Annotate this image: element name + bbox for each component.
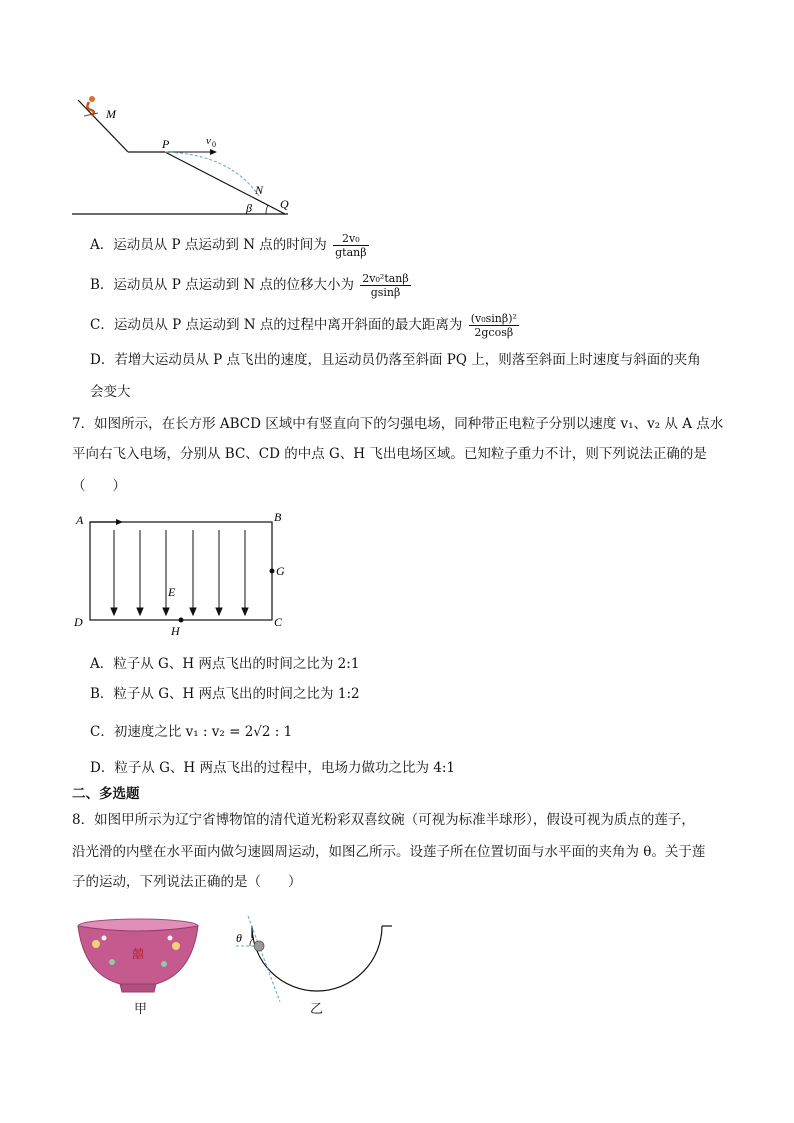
q6-option-a: A．运动员从 P 点运动到 N 点的时间为 $\frac{\text{2v₀}}{gtan\beta}$ <box>90 232 367 259</box>
q6-c-fraction: $\frac{\text{(v₀sinβ)²}}{2gcos\beta}$ <box>470 312 517 339</box>
point-G <box>270 569 275 574</box>
field-lines <box>111 530 248 615</box>
q7-stem-line2: 平向右飞入电场，分别从 BC、CD 的中点 G、H 飞出电场区域。已知粒子重力不计，则下列说法正确的是 <box>72 446 707 462</box>
label-A: A <box>76 513 84 527</box>
label-C: C <box>274 615 283 629</box>
label-N: N <box>255 183 264 197</box>
q6-option-d-line1: D．若增大运动员从 P 点飞出的速度，且运动员仍落至斜面 PQ 上，则落至斜面上时速度与斜面的夹角 <box>90 352 701 368</box>
label-beta: β <box>246 201 252 215</box>
velocity-arrowhead <box>210 149 217 155</box>
bowl-foot <box>120 984 156 992</box>
electric-field-figure <box>70 508 300 640</box>
q7-option-b: B．粒子从 G、H 两点飞出的时间之比为 1:2 <box>90 686 360 702</box>
label-Q: Q <box>280 197 289 211</box>
caption-jia: 甲 <box>134 1002 148 1017</box>
entry-arrowhead <box>116 519 123 525</box>
label-P: P <box>162 137 170 151</box>
ski-slope-figure <box>70 92 300 222</box>
hemisphere-arc <box>252 926 382 991</box>
beta-arc <box>266 205 268 214</box>
caption-yi: 乙 <box>310 1002 324 1017</box>
lotus-seed <box>254 941 264 951</box>
q7-option-a: A．粒子从 G、H 两点飞出的时间之比为 2:1 <box>90 656 360 672</box>
trajectory-dashed <box>165 152 259 196</box>
label-H: H <box>171 624 180 638</box>
double-happiness-mark: 囍 <box>132 947 145 961</box>
bowl-cross-section-figure <box>230 914 400 1004</box>
bowl-photo-figure <box>76 916 200 998</box>
label-B: B <box>274 510 282 524</box>
incline-PQ <box>165 152 285 214</box>
q6-a-fraction: $\frac{\text{2v₀}}{gtan\beta}$ <box>335 232 367 259</box>
label-v0: v <box>206 135 211 147</box>
q8-stem-line2: 沿光滑的内壁在水平面内做匀速圆周运动，如图乙所示。设莲子所在位置切面与水平面的夹角为 θ。关于莲 <box>72 844 706 860</box>
section-multiple-choice-heading: 二、多选题 <box>72 786 140 802</box>
q8-stem-line3: 子的运动，下列说法正确的是（ ） <box>72 874 302 890</box>
q7-option-d: D．粒子从 G、H 两点飞出的过程中，电场力做功之比为 4:1 <box>90 760 455 776</box>
upper-slope <box>78 100 128 152</box>
q6-b-fraction: $\frac{\text{2v₀²tanβ}}{gsin\beta}$ <box>362 272 409 299</box>
q6-option-c: C．运动员从 P 点运动到 N 点的过程中离开斜面的最大距离为 $\frac{\text{(v₀sinβ)²}}{2gcos\beta}$ <box>90 312 517 339</box>
label-D: D <box>74 615 83 629</box>
label-v0-sub: 0 <box>212 140 216 149</box>
point-H <box>179 618 184 623</box>
q7-stem-line3: （ ） <box>72 478 126 494</box>
q7-option-c: C．初速度之比 v₁ : v₂ = 2√2 : 1 <box>90 724 293 740</box>
q6-option-d-line2: 会变大 <box>90 384 131 400</box>
label-M: M <box>106 107 116 121</box>
label-G: G <box>276 564 285 578</box>
label-E: E <box>168 585 176 599</box>
label-theta: θ <box>236 931 242 945</box>
q6-option-b: B．运动员从 P 点运动到 N 点的位移大小为 $\frac{\text{2v₀²tanβ}}{gsin\beta}$ <box>90 272 409 299</box>
q8-stem-line1: 8．如图甲所示为辽宁省博物馆的清代道光粉彩双喜纹碗（可视为标准半球形），假设可视为质点的莲子， <box>72 812 695 828</box>
q7-stem-line1: 7．如图所示，在长方形 ABCD 区域中有竖直向下的匀强电场，同种带正电粒子分别以速度 v₁、v₂ 从 A 点水 <box>72 416 724 432</box>
tangent-dashed <box>248 916 280 1002</box>
